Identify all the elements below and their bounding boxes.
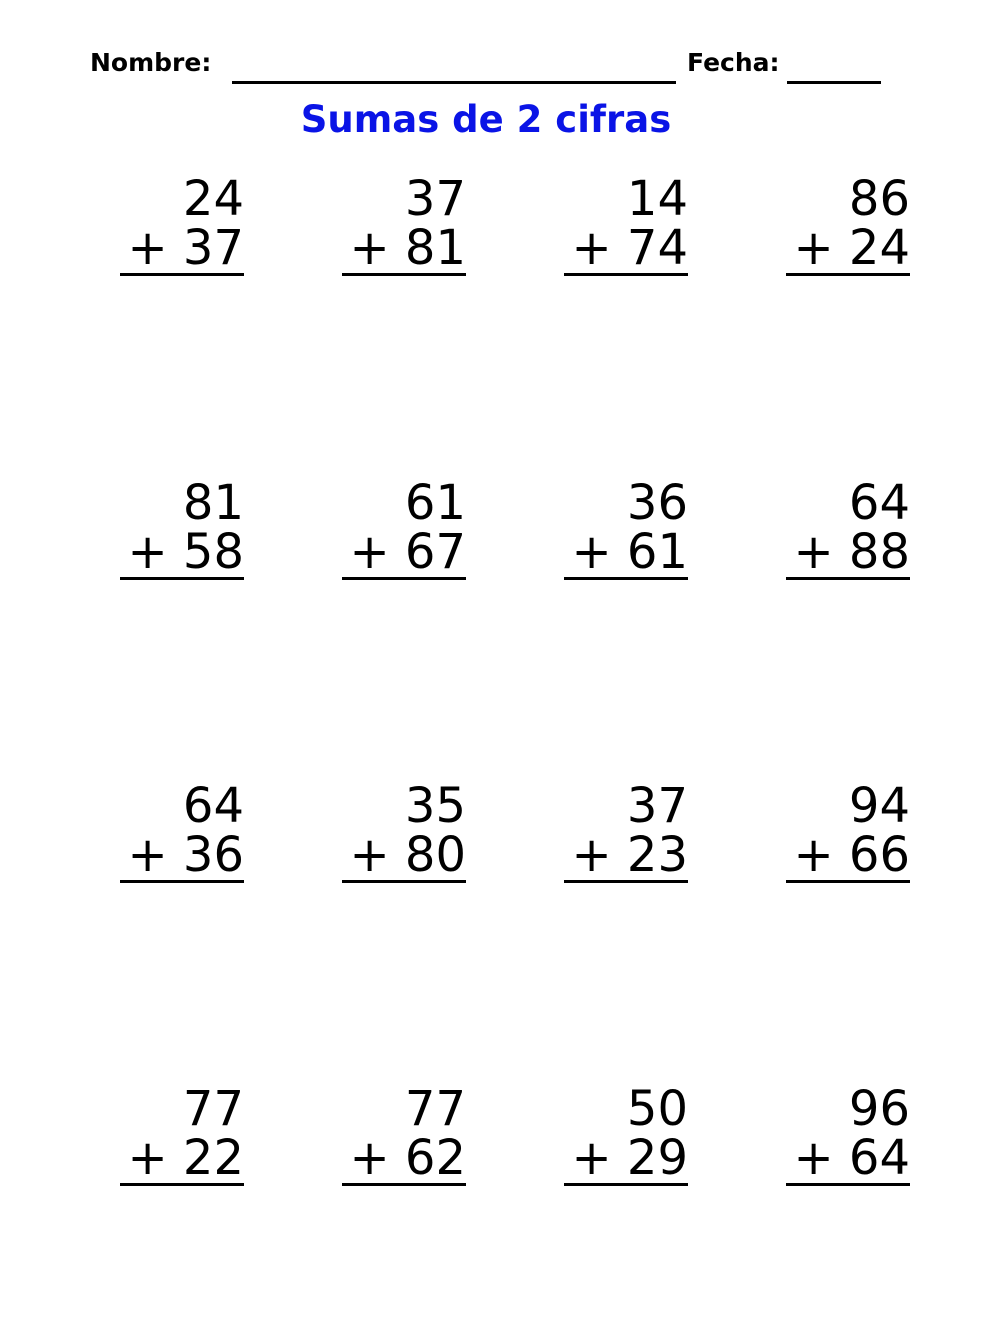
nombre-blank-line[interactable] xyxy=(232,81,676,84)
addend-bottom: + 66 xyxy=(786,831,910,883)
addend-bottom: + 37 xyxy=(120,224,244,276)
addition-problem xyxy=(564,171,688,276)
addition-problem xyxy=(786,1081,910,1186)
addend-top: 81 xyxy=(182,475,244,531)
addition-problem xyxy=(564,1081,688,1186)
addition-problem xyxy=(342,475,466,580)
addition-problem xyxy=(564,778,688,883)
fecha-label: Fecha: xyxy=(687,48,780,77)
addition-problem xyxy=(342,171,466,276)
addend-top: 24 xyxy=(182,171,244,227)
fecha-blank-line[interactable] xyxy=(787,81,881,84)
addend-bottom: + 88 xyxy=(786,528,910,580)
addend-top: 37 xyxy=(404,171,466,227)
addend-top: 36 xyxy=(626,475,688,531)
addend-top: 96 xyxy=(848,1081,910,1137)
addition-problem xyxy=(342,1081,466,1186)
addend-top: 94 xyxy=(848,778,910,834)
addition-problem xyxy=(120,475,244,580)
addend-top: 64 xyxy=(182,778,244,834)
addend-bottom: + 22 xyxy=(120,1134,244,1186)
addend-top: 64 xyxy=(848,475,910,531)
addend-top: 50 xyxy=(626,1081,688,1137)
addend-top: 77 xyxy=(182,1081,244,1137)
addend-top: 86 xyxy=(848,171,910,227)
addition-problem xyxy=(564,475,688,580)
addend-bottom: + 80 xyxy=(342,831,466,883)
addend-bottom: + 23 xyxy=(564,831,688,883)
addend-bottom: + 67 xyxy=(342,528,466,580)
addend-bottom: + 29 xyxy=(564,1134,688,1186)
addend-top: 77 xyxy=(404,1081,466,1137)
addition-problem xyxy=(120,1081,244,1186)
addend-bottom: + 61 xyxy=(564,528,688,580)
addend-top: 35 xyxy=(404,778,466,834)
addition-problem xyxy=(120,171,244,276)
addend-bottom: + 58 xyxy=(120,528,244,580)
addend-top: 14 xyxy=(626,171,688,227)
addition-problem xyxy=(342,778,466,883)
page-title: Sumas de 2 cifras xyxy=(300,98,672,141)
addition-problem xyxy=(786,475,910,580)
nombre-label: Nombre: xyxy=(90,48,212,77)
addend-bottom: + 81 xyxy=(342,224,466,276)
addend-bottom: + 74 xyxy=(564,224,688,276)
addend-bottom: + 24 xyxy=(786,224,910,276)
addend-bottom: + 64 xyxy=(786,1134,910,1186)
header-row xyxy=(90,48,890,88)
addend-top: 61 xyxy=(404,475,466,531)
addition-problem xyxy=(786,171,910,276)
addend-bottom: + 62 xyxy=(342,1134,466,1186)
addend-top: 37 xyxy=(626,778,688,834)
addition-problem xyxy=(120,778,244,883)
addition-problem xyxy=(786,778,910,883)
addend-bottom: + 36 xyxy=(120,831,244,883)
